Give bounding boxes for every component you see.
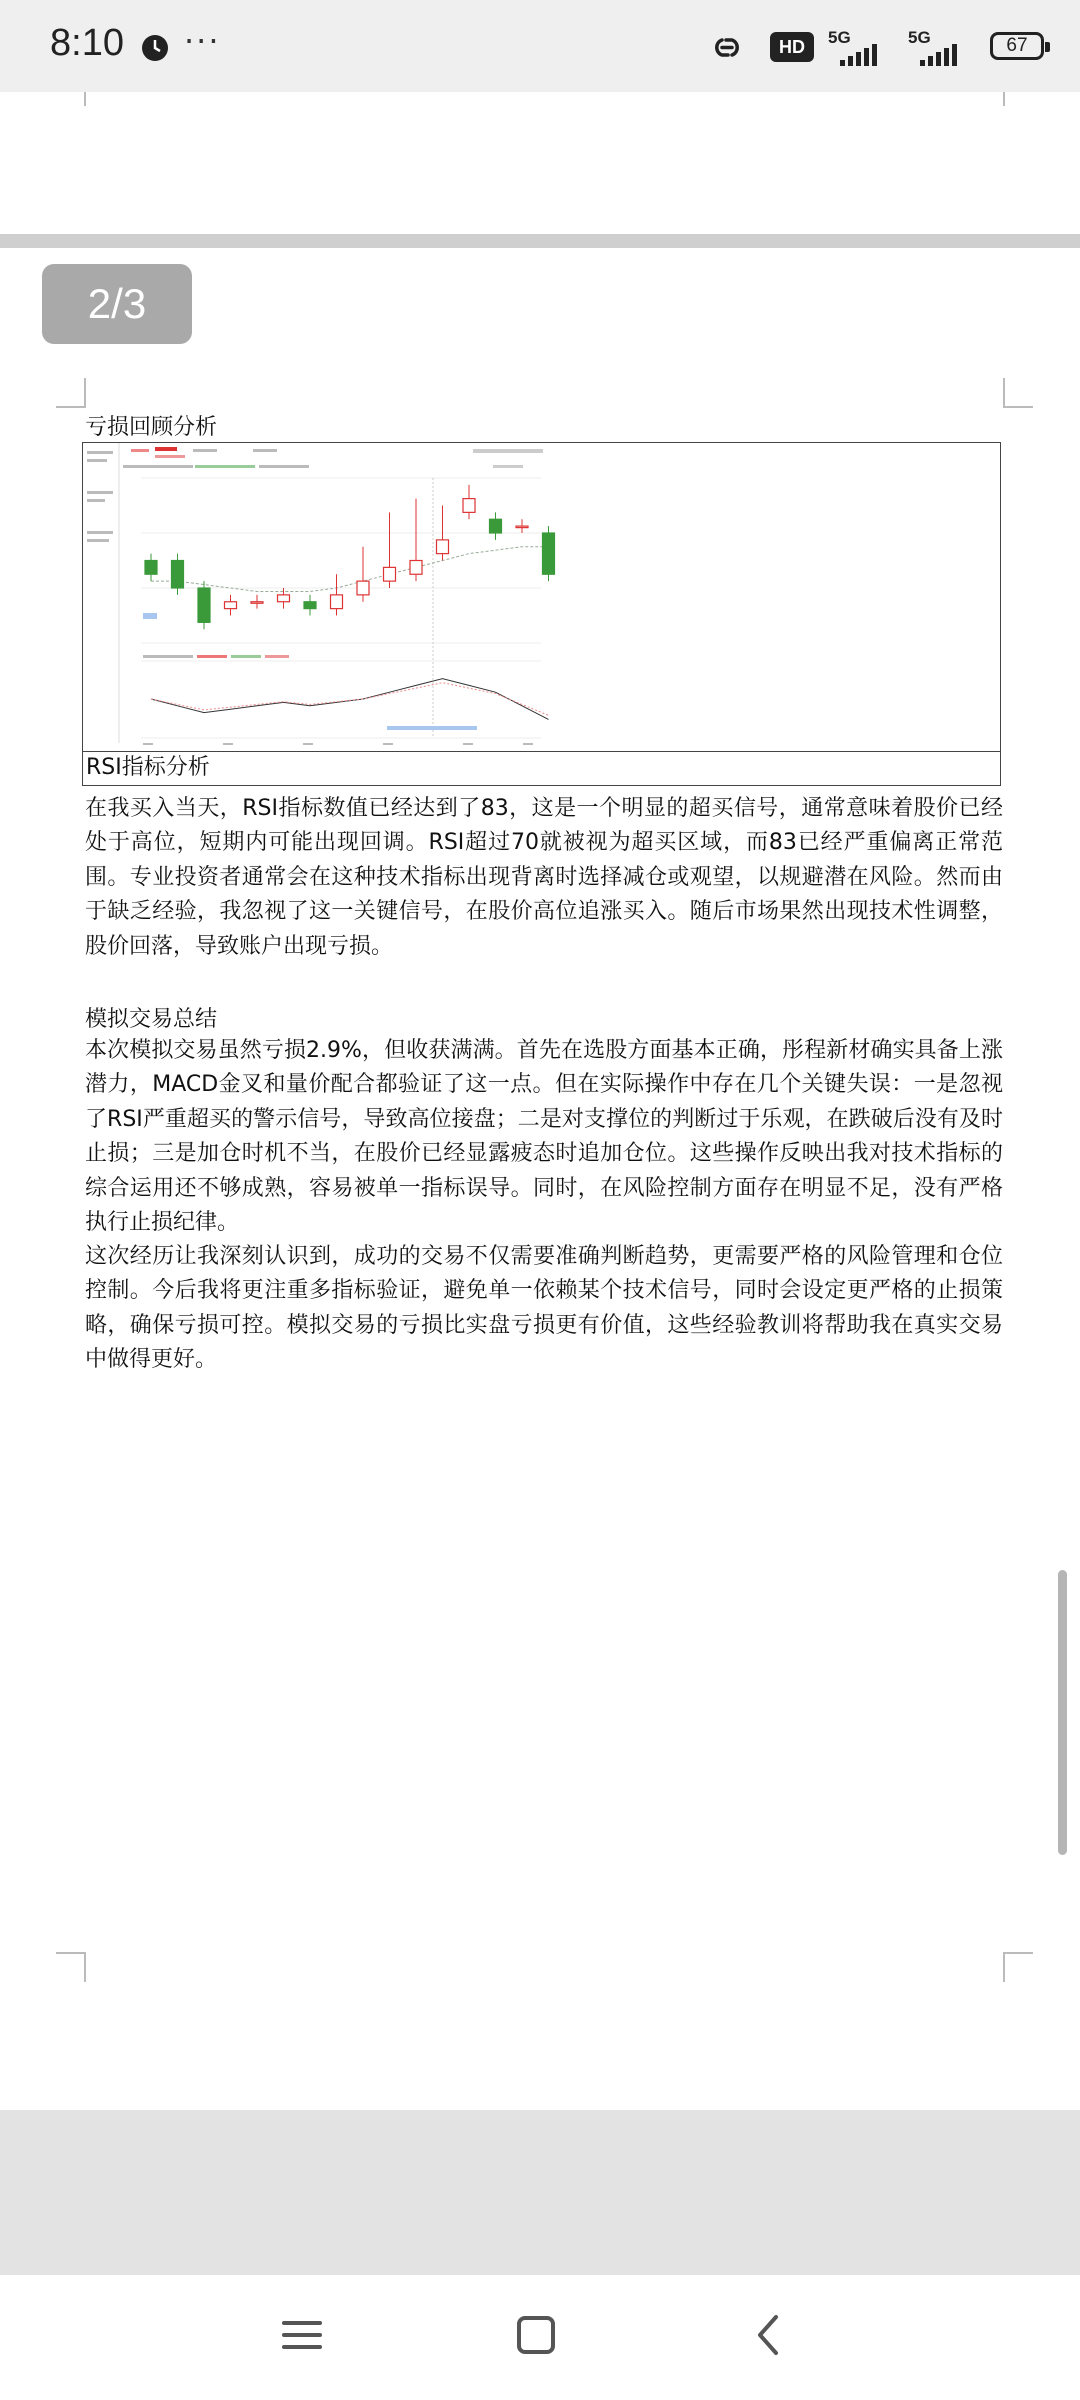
candles (145, 485, 555, 629)
candle-body (251, 602, 263, 604)
signal-strength-icon: 5G (828, 28, 898, 68)
chart-caption: RSI指标分析 (82, 752, 1001, 786)
section-heading-summary: 模拟交易总结 (85, 1007, 218, 1032)
chart-header-info (123, 447, 543, 468)
section-heading-loss-review: 亏损回顾分析 (85, 415, 218, 440)
back-icon[interactable] (740, 2305, 800, 2365)
crop-mark (56, 1952, 86, 1982)
candle-body (225, 602, 237, 609)
summary-paragraph-2: 这次经历让我深刻认识到，成功的交易不仅需要准确判断趋势，更需要严格的风险管理和仓位控制。今后我将更注重多指标验证，避免单一依赖某个技术信号，同时会设定更严格的止损策略，确保亏损可控。模拟交易的亏损比实盘亏损更有价值，这些经验教训将帮助我在真实交易中做得更好。 (85, 1244, 1003, 1373)
candle-body (490, 519, 502, 533)
clock-icon (140, 33, 170, 63)
candle-body (172, 561, 184, 589)
scrollbar-thumb[interactable] (1058, 1570, 1067, 1855)
crop-mark (1003, 378, 1033, 408)
crop-mark (56, 378, 86, 408)
battery-icon: 67 (990, 32, 1044, 60)
moving-average-line (151, 547, 549, 592)
candle-body (463, 499, 475, 513)
candle-body (384, 567, 396, 581)
candle-body (278, 595, 290, 602)
ma-polyline (151, 547, 549, 592)
price-tag (143, 613, 157, 619)
document-page[interactable] (0, 248, 1080, 2110)
indicator-lines (151, 679, 549, 720)
candle-body (357, 581, 369, 595)
status-time: 8:10 (50, 22, 124, 64)
scroll-range-bar (387, 726, 477, 730)
candle-body (304, 602, 316, 609)
crop-mark (1003, 1952, 1033, 1982)
crop-mark (56, 92, 86, 106)
more-notifications-icon: ··· (184, 22, 221, 60)
candle-body (331, 595, 343, 609)
crop-mark (1003, 92, 1033, 106)
candle-body (145, 561, 157, 575)
summary-paragraph-1: 本次模拟交易虽然亏损2.9%，但收获满满。首先在选股方面基本正确，彤程新材确实具备上涨潜力，MACD金叉和量价配合都验证了这一点。但在实际操作中存在几个关键失误：一是忽视了RSI严重超买的警示信号，导致高位接盘；二是对支撑位的判断过于乐观，在跌破后没有及时止损；三是加仓时机不当，在股价已经显露疲态时追加仓位。这些操作反映出我对技术指标的综合运用还不够成熟，容易被单一指标误导。同时，在风险控制方面存在明显不足，没有严格执行止损纪律。 (85, 1038, 1003, 1236)
previous-page-bottom (0, 92, 1080, 234)
candle-body (410, 561, 422, 575)
link-icon (704, 32, 750, 62)
candle-body (543, 533, 555, 574)
candle-body (516, 526, 528, 528)
page-separator (0, 234, 1080, 248)
stock-chart-image (82, 442, 1001, 752)
x-axis-ticks (143, 743, 533, 745)
candlestick-chart (83, 443, 999, 750)
indicator-polyline (151, 679, 549, 720)
indicator-signal-polyline (151, 683, 549, 716)
navigation-bar (0, 2275, 1080, 2400)
status-bar (0, 0, 1080, 92)
candle-body (198, 588, 210, 622)
menu-icon[interactable] (272, 2305, 332, 2365)
home-icon[interactable] (506, 2305, 566, 2365)
candle-body (437, 540, 449, 554)
signal-strength-icon-2: 5G (908, 28, 978, 68)
rsi-analysis-paragraph: 在我买入当天，RSI指标数值已经达到了83，这是一个明显的超买信号，通常意味着股价已经处于高位，短期内可能出现回调。RSI超过70就被视为超买区域，而83已经严重偏离正常范围。专业投资者通常会在这种技术指标出现背离时选择减仓或观望，以规避潜在风险。然而由于缺乏经验，我忽视了这一关键信号，在股价高位追涨买入。随后市场果然出现技术性调整，股价回落，导致账户出现亏损。 (85, 796, 1003, 959)
page-indicator: 2/3 (42, 264, 192, 344)
indicator-labels (143, 655, 289, 658)
hd-voice-icon: HD (770, 32, 814, 62)
